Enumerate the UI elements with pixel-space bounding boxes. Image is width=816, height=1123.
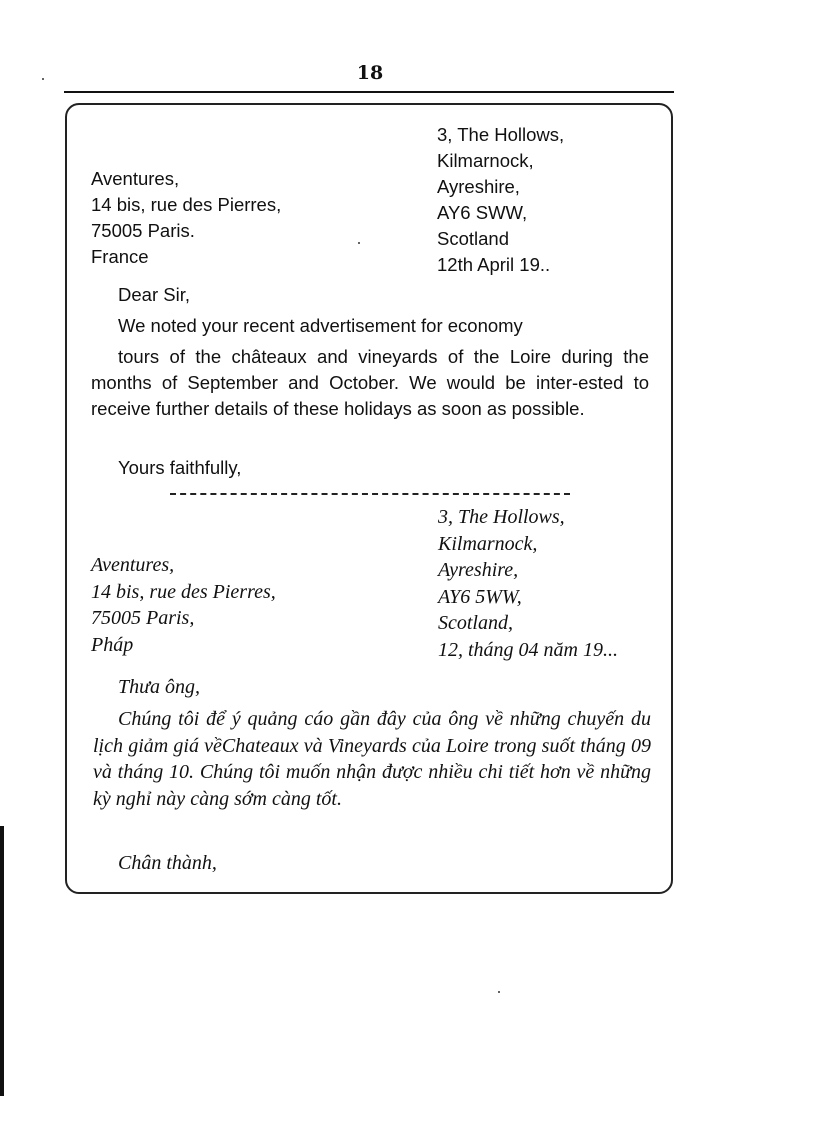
address-line: Scotland,	[438, 612, 513, 634]
address-line: 75005 Paris.	[91, 220, 195, 241]
english-sender-address	[437, 122, 564, 278]
header-rule	[64, 91, 674, 93]
address-line: 14 bis, rue des Pierres,	[91, 580, 276, 603]
section-separator	[170, 493, 570, 495]
letter-date: 12, tháng 04 năm 19...	[438, 638, 618, 661]
address-line: 3, The Hollows,	[437, 124, 565, 145]
english-body-paragraph: tours of the châteaux and vineyards of the Loire during the months of September and October. We would be inter-ested to receive further details of these holidays as soon as possible.	[91, 346, 649, 419]
address-line: Ayreshire,	[437, 176, 520, 197]
letter-date: 12th April 19..	[437, 254, 551, 275]
address-line: Kilmarnock,	[438, 532, 538, 555]
address-line: 3, The Hollows,	[438, 506, 565, 528]
address-line: Pháp	[91, 633, 134, 656]
scan-edge-bar	[0, 826, 4, 1096]
address-line: AY6 5WW,	[438, 585, 522, 608]
page-number: 18	[356, 62, 384, 84]
scan-speck	[358, 242, 360, 244]
address-line: Aventures,	[91, 168, 180, 189]
vietnamese-closing: Chân thành,	[118, 852, 217, 874]
vietnamese-body-paragraph: Chúng tôi để ý quảng cáo gần đây của ông về những chuyến du lịch giảm giá vềChateaux và Vineyards của Loire trong suốt tháng 09 và tháng 10. Chúng tôi muốn nhận được nhiều chi tiết hơn về những kỳ nghỉ này càng sớm càng tốt.	[93, 708, 651, 810]
address-line: 75005 Paris,	[91, 607, 195, 629]
english-body-first-line: We noted your recent advertisement for economy	[118, 315, 523, 336]
english-closing: Yours faithfully,	[118, 457, 242, 478]
scan-speck	[42, 78, 44, 80]
scan-speck	[498, 991, 500, 993]
address-line: Kilmarnock,	[437, 150, 534, 171]
address-line: Aventures,	[91, 554, 175, 576]
address-line: Scotland	[437, 228, 509, 249]
address-line: AY6 SWW,	[437, 202, 528, 223]
english-recipient-address	[91, 166, 281, 270]
vietnamese-salutation: Thưa ông,	[118, 676, 201, 698]
address-line: 14 bis, rue des Pierres,	[91, 194, 282, 215]
address-line: France	[91, 246, 149, 267]
vietnamese-sender-address	[438, 504, 618, 663]
english-salutation: Dear Sir,	[118, 284, 190, 305]
vietnamese-recipient-address	[91, 552, 276, 658]
address-line: Ayreshire,	[438, 559, 519, 581]
